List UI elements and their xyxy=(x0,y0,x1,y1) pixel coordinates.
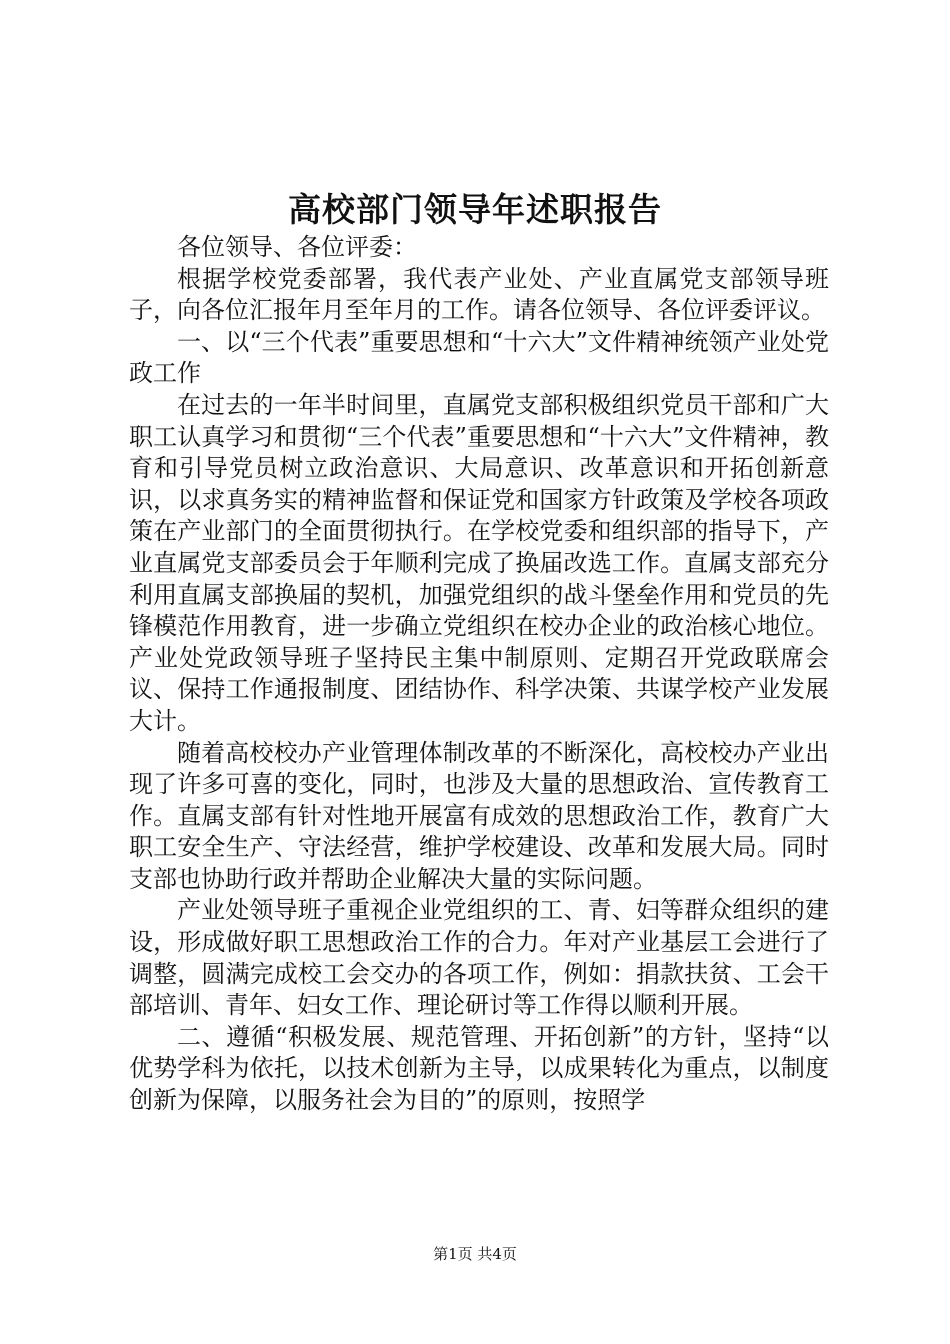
paragraph: 随着高校校办产业管理体制改革的不断深化，高校校办产业出现了许多可喜的变化，同时，也涉及大量的思想政治、宣传教育工作。直属支部有针对性地开展富有成效的思想政治工作，教育广大职工安全生产、守法经营，维护学校建设、改革和发展大局。同时支部也协助行政并帮助企业解决大量的实际问题。 xyxy=(129,738,829,893)
page-footer: 第1页 共4页 xyxy=(433,1245,517,1263)
document-title: 高校部门领导年述职报告 xyxy=(288,190,662,229)
section-heading: 二、遵循“积极发展、规范管理、开拓创新”的方针，坚持“以优势学科为依托，以技术创新为主导，以成果转化为重点，以制度创新为保障，以服务社会为目的”的原则，按照学 xyxy=(129,1022,829,1115)
paragraph: 在过去的一年半时间里，直属党支部积极组织党员干部和广大职工认真学习和贯彻“三个代表”重要思想和“十六大”文件精神，教育和引导党员树立政治意识、大局意识、改革意识和开拓创新意识，以求真务实的精神监督和保证党和国家方针政策及学校各项政策在产业部门的全面贯彻执行。在学校党委和组织部的指导下，产业直属党支部委员会于年顺利完成了换届改选工作。直属支部充分利用直属支部换届的契机，加强党组织的战斗堡垒作用和党员的先锋模范作用教育，进一步确立党组织在校办企业的政治核心地位。产业处党政领导班子坚持民主集中制原则、定期召开党政联席会议、保持工作通报制度、团结协作、科学决策、共谋学校产业发展大计。 xyxy=(129,390,829,735)
section-heading: 一、以“三个代表”重要思想和“十六大”文件精神统领产业处党政工作 xyxy=(129,327,829,388)
paragraph-salutation: 各位领导、各位评委： xyxy=(177,233,417,261)
paragraph: 根据学校党委部署，我代表产业处、产业直属党支部领导班子，向各位汇报年月至年月的工作。请各位领导、各位评委评议。 xyxy=(129,264,829,325)
paragraph: 产业处领导班子重视企业党组织的工、青、妇等群众组织的建设，形成做好职工思想政治工作的合力。年对产业基层工会进行了调整，圆满完成校工会交办的各项工作，例如：捐款扶贫、工会干部培训、青年、妇女工作、理论研讨等工作得以顺利开展。 xyxy=(129,896,829,1020)
document-body xyxy=(129,232,829,1117)
